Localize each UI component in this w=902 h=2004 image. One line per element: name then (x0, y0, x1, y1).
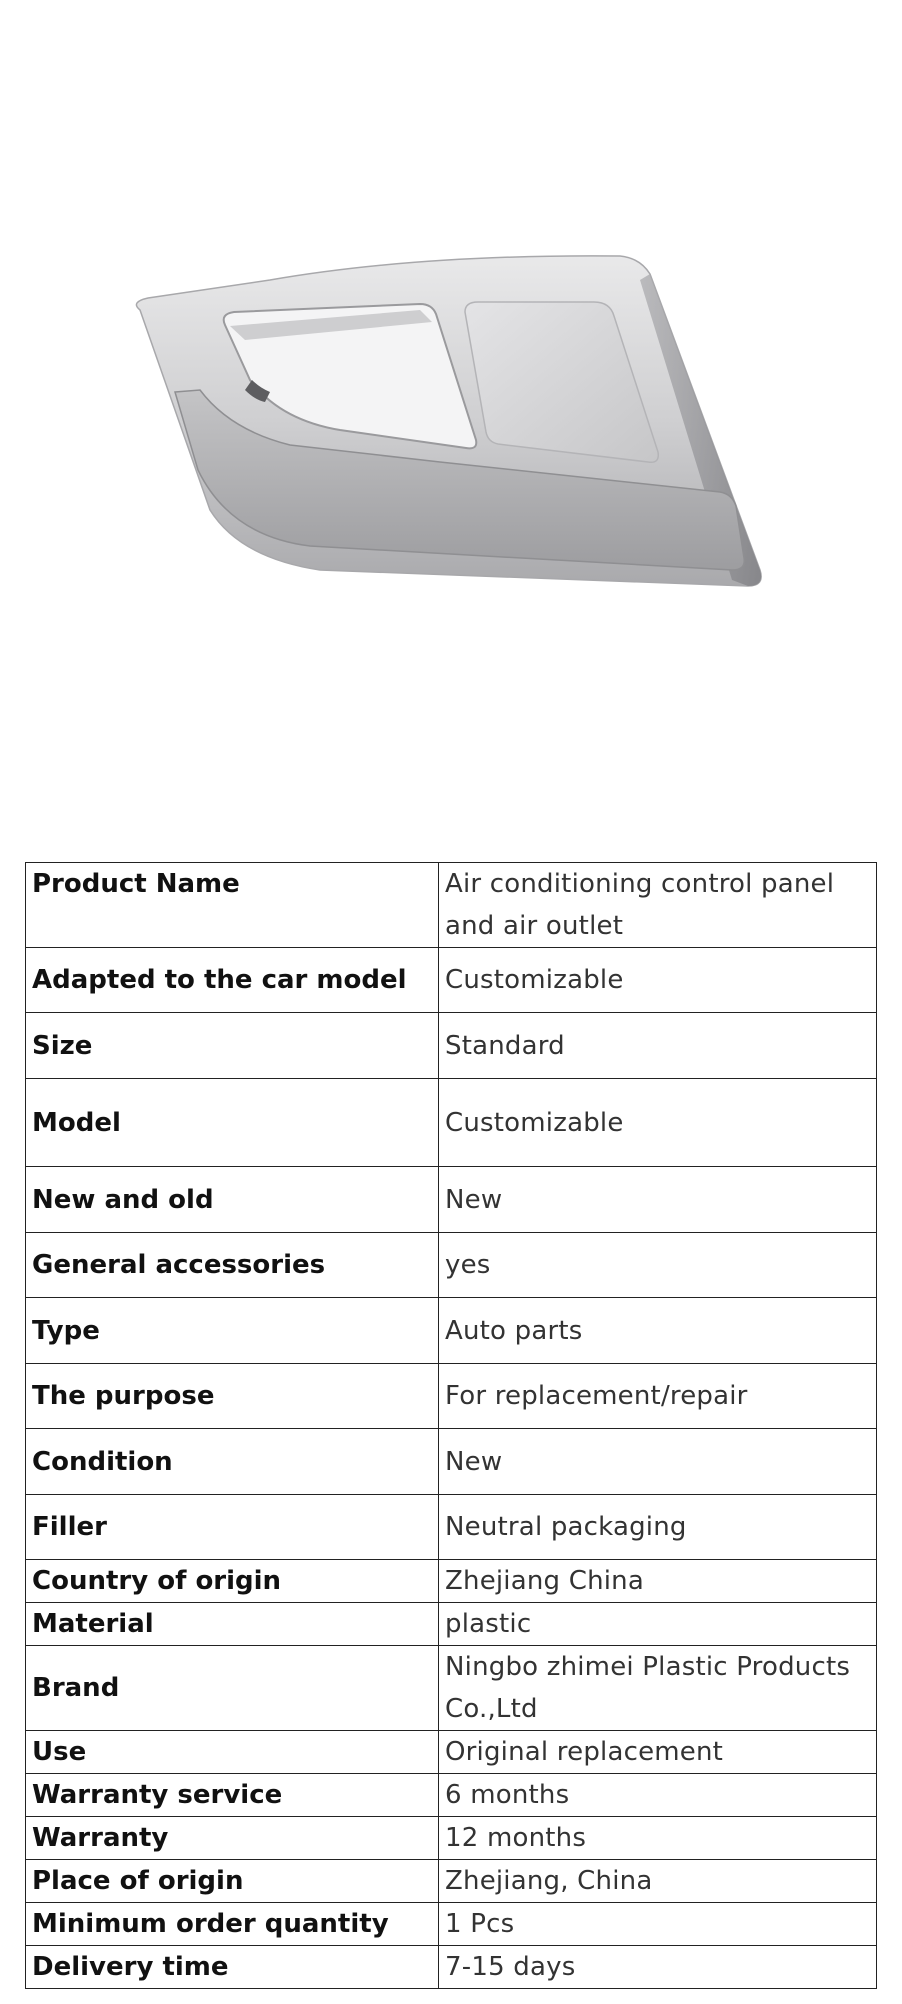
table-row (26, 1646, 877, 1731)
table-row (26, 1429, 877, 1495)
spec-value: Customizable (439, 1079, 877, 1167)
spec-value: New (439, 1167, 877, 1233)
table-row (26, 1603, 877, 1646)
spec-value: Customizable (439, 948, 877, 1013)
spec-value: 1 Pcs (439, 1903, 877, 1946)
spec-label: Place of origin (26, 1860, 439, 1903)
spec-label: Type (26, 1298, 439, 1364)
table-row (26, 1774, 877, 1817)
table-row (26, 948, 877, 1013)
spec-label: The purpose (26, 1364, 439, 1429)
spec-value: Zhejiang China (439, 1560, 877, 1603)
spec-value: Original replacement (439, 1731, 877, 1774)
spec-label: Size (26, 1013, 439, 1079)
spec-value: Standard (439, 1013, 877, 1079)
spec-label: Filler (26, 1495, 439, 1560)
spec-label: Use (26, 1731, 439, 1774)
spec-label: Warranty service (26, 1774, 439, 1817)
spec-table (25, 862, 877, 1989)
spec-label: Minimum order quantity (26, 1903, 439, 1946)
spec-value: Auto parts (439, 1298, 877, 1364)
spec-label: Country of origin (26, 1560, 439, 1603)
table-row (26, 1167, 877, 1233)
spec-value: Zhejiang, China (439, 1860, 877, 1903)
spec-label: New and old (26, 1167, 439, 1233)
table-row (26, 1946, 877, 1989)
table-row (26, 1013, 877, 1079)
spec-value: 7-15 days (439, 1946, 877, 1989)
table-row (26, 1903, 877, 1946)
table-row (26, 1860, 877, 1903)
spec-value: For replacement/repair (439, 1364, 877, 1429)
spec-value: Neutral packaging (439, 1495, 877, 1560)
spec-label: General accessories (26, 1233, 439, 1298)
spec-label: Model (26, 1079, 439, 1167)
spec-label: Brand (26, 1646, 439, 1731)
spec-value: 6 months (439, 1774, 877, 1817)
product-image (120, 240, 780, 610)
spec-label: Warranty (26, 1817, 439, 1860)
table-row (26, 1233, 877, 1298)
spec-value: Air conditioning control panel and air outlet (439, 863, 877, 948)
spec-label: Product Name (26, 863, 439, 948)
table-row (26, 863, 877, 948)
table-row (26, 1731, 877, 1774)
spec-value: plastic (439, 1603, 877, 1646)
table-row (26, 1817, 877, 1860)
spec-label: Delivery time (26, 1946, 439, 1989)
spec-label: Adapted to the car model (26, 948, 439, 1013)
spec-label: Condition (26, 1429, 439, 1495)
table-row (26, 1495, 877, 1560)
spec-value: 12 months (439, 1817, 877, 1860)
table-row (26, 1364, 877, 1429)
table-row (26, 1298, 877, 1364)
table-row (26, 1079, 877, 1167)
spec-value: yes (439, 1233, 877, 1298)
spec-label: Material (26, 1603, 439, 1646)
spec-value: Ningbo zhimei Plastic Products Co.,Ltd (439, 1646, 877, 1731)
spec-value: New (439, 1429, 877, 1495)
table-row (26, 1560, 877, 1603)
